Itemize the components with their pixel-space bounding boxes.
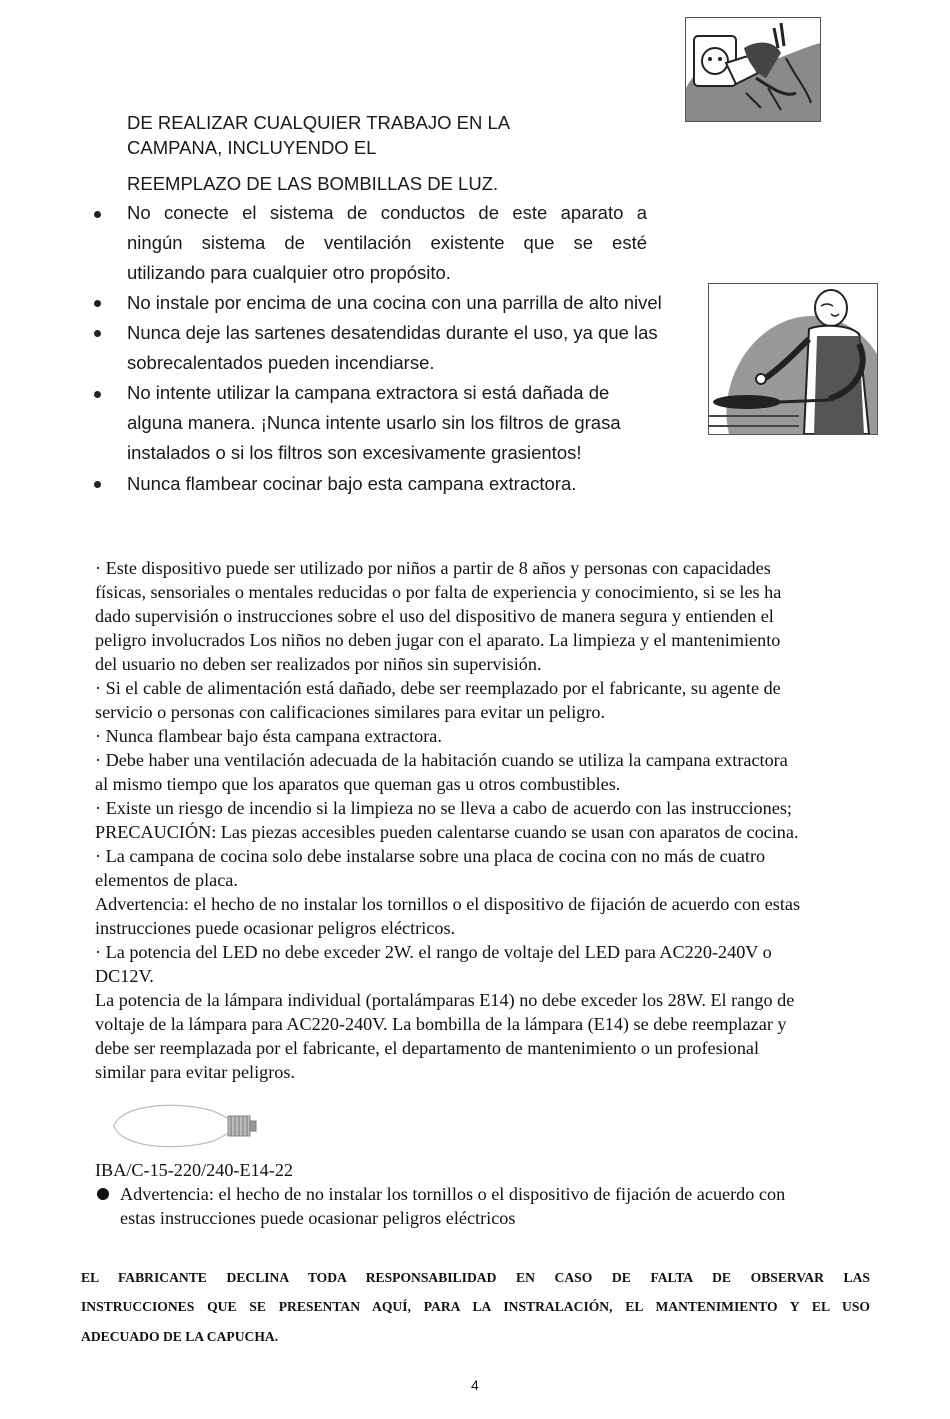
bullet-line: ningún sistema de ventilación existente que se esté xyxy=(127,232,647,253)
body-line: físicas, sensoriales o mentales reducidas o por falta de experiencia y conocimiento, si se les ha xyxy=(95,582,782,602)
bullet-dot xyxy=(94,481,101,488)
lamp-code: IBA/C-15-220/240-E14-22 xyxy=(95,1160,294,1180)
bullet-line: Nunca deje las sartenes desatendidas durante el uso, ya que las xyxy=(127,322,658,343)
body-line: similar para evitar peligros. xyxy=(95,1062,295,1082)
body-line: DC12V. xyxy=(95,966,154,986)
bullet-dot xyxy=(94,300,101,307)
disclaimer-line: INSTRUCCIONES QUE SE PRESENTAN AQUÍ, PARA LA INSTRALACIÓN, EL MANTENIMIENTO Y EL USO xyxy=(81,1299,870,1314)
body-line: · Debe haber una ventilación adecuada de la habitación cuando se utiliza la campana extractora xyxy=(95,750,788,770)
bullet-line: No conecte el sistema de conductos de este aparato a xyxy=(127,202,647,223)
bullet-line: No instale por encima de una cocina con una parrilla de alto nivel xyxy=(127,292,662,313)
bullet-dot xyxy=(94,391,101,398)
warning-line: estas instrucciones puede ocasionar peligros eléctricos xyxy=(120,1208,516,1228)
body-line: · Nunca flambear bajo ésta campana extractora. xyxy=(95,726,442,746)
bullet-line: instalados o si los filtros son excesivamente grasientos! xyxy=(127,442,582,463)
intro-line: DE REALIZAR CUALQUIER TRABAJO EN LA xyxy=(127,112,511,133)
body-line: · Existe un riesgo de incendio si la limpieza no se lleva a cabo de acuerdo con las instrucciones; xyxy=(95,798,792,818)
body-line: La potencia de la lámpara individual (portalámparas E14) no debe exceder los 28W. El rango de xyxy=(95,990,795,1010)
disclaimer-line: ADECUADO DE LA CAPUCHA. xyxy=(81,1329,279,1344)
body-line: Advertencia: el hecho de no instalar los tornillos o el dispositivo de fijación de acuerdo con estas xyxy=(95,894,801,914)
bullet-dot xyxy=(94,211,101,218)
body-line: · La campana de cocina solo debe instalarse sobre una placa de cocina con no más de cuatro xyxy=(95,846,766,866)
body-line: voltaje de la lámpara para AC220-240V. La bombilla de la lámpara (E14) se debe reemplazar y xyxy=(95,1014,787,1034)
body-line: instrucciones puede ocasionar peligros eléctricos. xyxy=(95,918,456,938)
body-line: del usuario no deben ser realizados por niños sin supervisión. xyxy=(95,654,542,674)
body-line: elementos de placa. xyxy=(95,870,238,890)
warning-bullet-dot xyxy=(97,1188,109,1200)
disclaimer-line: EL FABRICANTE DECLINA TODA RESPONSABILIDAD EN CASO DE FALTA DE OBSERVAR LAS xyxy=(81,1270,870,1285)
bullet-line: No intente utilizar la campana extractora si está dañada de xyxy=(127,382,610,403)
intro-line: REEMPLAZO DE LAS BOMBILLAS DE LUZ. xyxy=(127,173,499,194)
unplug-illustration xyxy=(685,17,821,122)
body-line: · La potencia del LED no debe exceder 2W. el rango de voltaje del LED para AC220-240V o xyxy=(95,942,772,962)
intro-line: CAMPANA, INCLUYENDO EL xyxy=(127,137,377,158)
page-number: 4 xyxy=(471,1377,479,1393)
bullet-line: alguna manera. ¡Nunca intente usarlo sin los filtros de grasa xyxy=(127,412,621,433)
body-line: · Si el cable de alimentación está dañado, debe ser reemplazado por el fabricante, su agente de xyxy=(95,678,781,698)
body-line: peligro involucrados Los niños no deben jugar con el aparato. La limpieza y el mantenimiento xyxy=(95,630,781,650)
warning-line: Advertencia: el hecho de no instalar los tornillos o el dispositivo de fijación de acuerdo con xyxy=(120,1184,786,1204)
body-line: debe ser reemplazada por el fabricante, el departamento de mantenimiento o un profesional xyxy=(95,1038,760,1058)
body-line: · Este dispositivo puede ser utilizado por niños a partir de 8 años y personas con capacidades xyxy=(95,558,771,578)
bullet-dot xyxy=(94,330,101,337)
bullet-line: utilizando para cualquier otro propósito. xyxy=(127,262,451,283)
bullet-line: sobrecalentados pueden incendiarse. xyxy=(127,352,435,373)
body-line: servicio o personas con calificaciones similares para evitar un peligro. xyxy=(95,702,606,722)
bullet-line: Nunca flambear cocinar bajo esta campana extractora. xyxy=(127,473,577,494)
body-line: dado supervisión o instrucciones sobre el uso del dispositivo de manera segura y entienden el xyxy=(95,606,774,626)
cooking-man-illustration xyxy=(708,283,878,435)
body-line: al mismo tiempo que los aparatos que queman gas u otros combustibles. xyxy=(95,774,621,794)
e14-bulb-illustration xyxy=(110,1098,270,1154)
body-line: PRECAUCIÓN: Las piezas accesibles pueden calentarse cuando se usan con aparatos de cocina. xyxy=(95,822,799,842)
